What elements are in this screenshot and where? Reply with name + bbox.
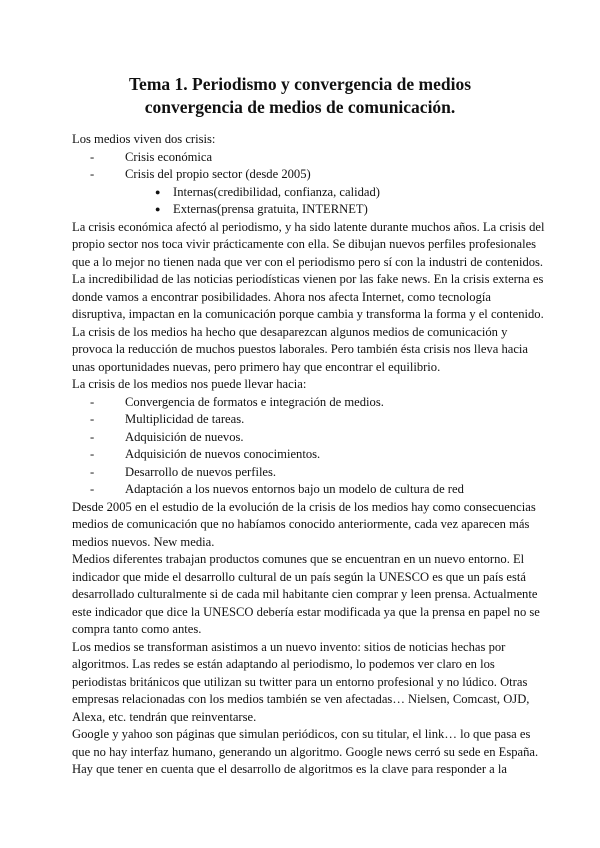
line-text: La crisis económica afectó al periodismo, y ha sido latente durante muchos años. La crisis del [72,219,545,234]
line-text: Convergencia de formatos e integración de medios. [125,394,384,409]
text-line [72,219,545,237]
text-line [72,586,542,604]
text-line [72,131,542,149]
dash-marker-icon: - [90,412,95,426]
text-line [72,324,542,342]
line-text: desarrollado culturalmente si de cada mil habitante cien comprar y leen prensa. Actualmente [72,587,538,601]
dash-list-item [72,411,542,429]
line-text: Google y yahoo son páginas que simulan periódicos, con su titular, el link… lo que pasa es [72,727,531,741]
line-text: Adquisición de nuevos conocimientos. [125,447,321,461]
line-text: Internas(credibilidad, confianza, calidad) [173,184,380,199]
dash-marker-icon: - [90,482,95,496]
text-line [72,289,542,307]
text-line [72,744,542,762]
bullet-marker-icon: ● [155,186,161,197]
line-text: Alexa, etc. tendrán que reinventarse. [72,709,257,724]
line-text: Crisis del propio sector (desde 2005) [125,167,311,181]
text-line [72,674,542,692]
text-line [72,271,542,289]
text-line [72,534,542,552]
text-line [72,254,542,272]
line-text: Externas(prensa gratuita, INTERNET) [173,202,368,216]
line-text: propio sector nos toca vivir prácticamente con ella. Se dibujan nuevos perfiles profesionales [72,237,537,251]
dash-list-item [72,429,542,447]
text-line [72,761,542,779]
dash-marker-icon: - [90,394,95,409]
text-line [72,604,542,622]
text-line [72,236,542,254]
line-text: Los medios se transforman asistimos a un nuevo invento: sitios de noticias hechas por [72,639,506,654]
line-text: La crisis de los medios nos puede llevar hacia: [72,377,307,391]
dash-marker-icon: - [90,167,95,181]
dash-marker-icon: - [90,429,95,444]
bullet-marker-icon: ● [155,204,161,214]
line-text: Multiplicidad de tareas. [125,412,245,426]
line-text: unas oportunidades nuevas, pero primero hay que encontrar el equilibrio. [72,359,441,374]
line-text: La incredibilidad de las noticias periodísticas vienen por las fake news. En la crisis externa es [72,272,544,286]
line-text: que a lo mejor no tienen nada que ver con el periodismo pero sí con la industri de contenidos. [72,254,544,269]
line-text: que no hay interfaz humano, generando un algoritmo. Google news cerró su sede en España. [72,744,539,759]
line-text: compra tanto como antes. [72,622,202,636]
dash-list-item [72,394,542,412]
dash-list-item [72,481,542,499]
dash-marker-icon: - [90,447,95,461]
text-line [72,639,542,657]
text-line [72,656,542,674]
line-text: Desarrollo de nuevos perfiles. [125,464,277,479]
line-text: algoritmos. Las redes se están adaptando al periodismo, lo podemos ver claro en los [72,657,495,671]
text-line [72,341,542,359]
dash-list-item [72,464,542,482]
title-line-1: Tema 1. Periodismo y convergencia de medios [128,74,472,94]
line-text: Desde 2005 en el estudio de la evolución de la crisis de los medios hay como consecuencias [72,499,536,514]
line-text: medios nuevos. New media. [72,534,215,549]
dash-list-item [72,149,542,167]
line-text: Adquisición de nuevos. [125,429,244,444]
text-line [72,306,542,324]
line-text: donde vamos a encontrar posibilidades. Ahora nos afecta Internet, como tecnología [72,289,491,304]
line-text: La crisis de los medios ha hecho que desaparezcan algunos medios de comunicación y [72,324,508,339]
line-text: indicador que mide el desarrollo cultural de un país según la UNESCO es que un país está [72,569,526,584]
line-text: Hay que tener en cuenta que el desarrollo de algoritmos es la clave para responder a la [72,762,507,776]
line-text: Los medios viven dos crisis: [72,132,216,146]
bullet-list-item [72,184,542,202]
dash-list-item [72,166,542,184]
line-text: disruptiva, impactan en la comunicación porque cambia y transforma la forma y el contenido. [72,307,544,321]
line-text: provoca la reducción de muchos puestos laborales. Pero también ésta crisis nos lleva hacia [72,342,529,356]
text-line [72,709,542,727]
text-line [72,359,542,377]
text-line [72,376,542,394]
dash-list-item [72,446,542,464]
line-text: Medios diferentes trabajan productos comunes que se encuentran en un nuevo entorno. El [72,552,525,566]
document-body [72,131,545,779]
line-text: empresas relacionadas con los medios también se ven afectadas… Nielsen, Comcast, OJD, [72,692,530,706]
line-text: periodistas británicos que utilizan su twitter para un entorno profesional y no lúdico. Otras [72,674,528,689]
text-line [72,499,542,517]
line-text: este indicador que dice la UNESCO debería estar modificada ya que la prensa en papel no se [72,604,540,619]
bullet-list-item [72,201,542,219]
text-line [72,691,542,709]
document-title [0,73,600,119]
title-line-2: convergencia de medios de comunicación. [144,97,456,117]
text-line [72,726,542,744]
text-line [72,516,542,534]
text-line [72,621,542,639]
line-text: medios de comunicación que no habíamos conocido anteriormente, cada vez aparecen más [72,517,530,531]
text-line [72,551,542,569]
line-text: Adaptación a los nuevos entornos bajo un modelo de cultura de red [125,482,464,496]
dash-marker-icon: - [90,464,95,479]
dash-marker-icon: - [90,149,95,164]
line-text: Crisis económica [125,149,213,164]
text-line [72,569,542,587]
